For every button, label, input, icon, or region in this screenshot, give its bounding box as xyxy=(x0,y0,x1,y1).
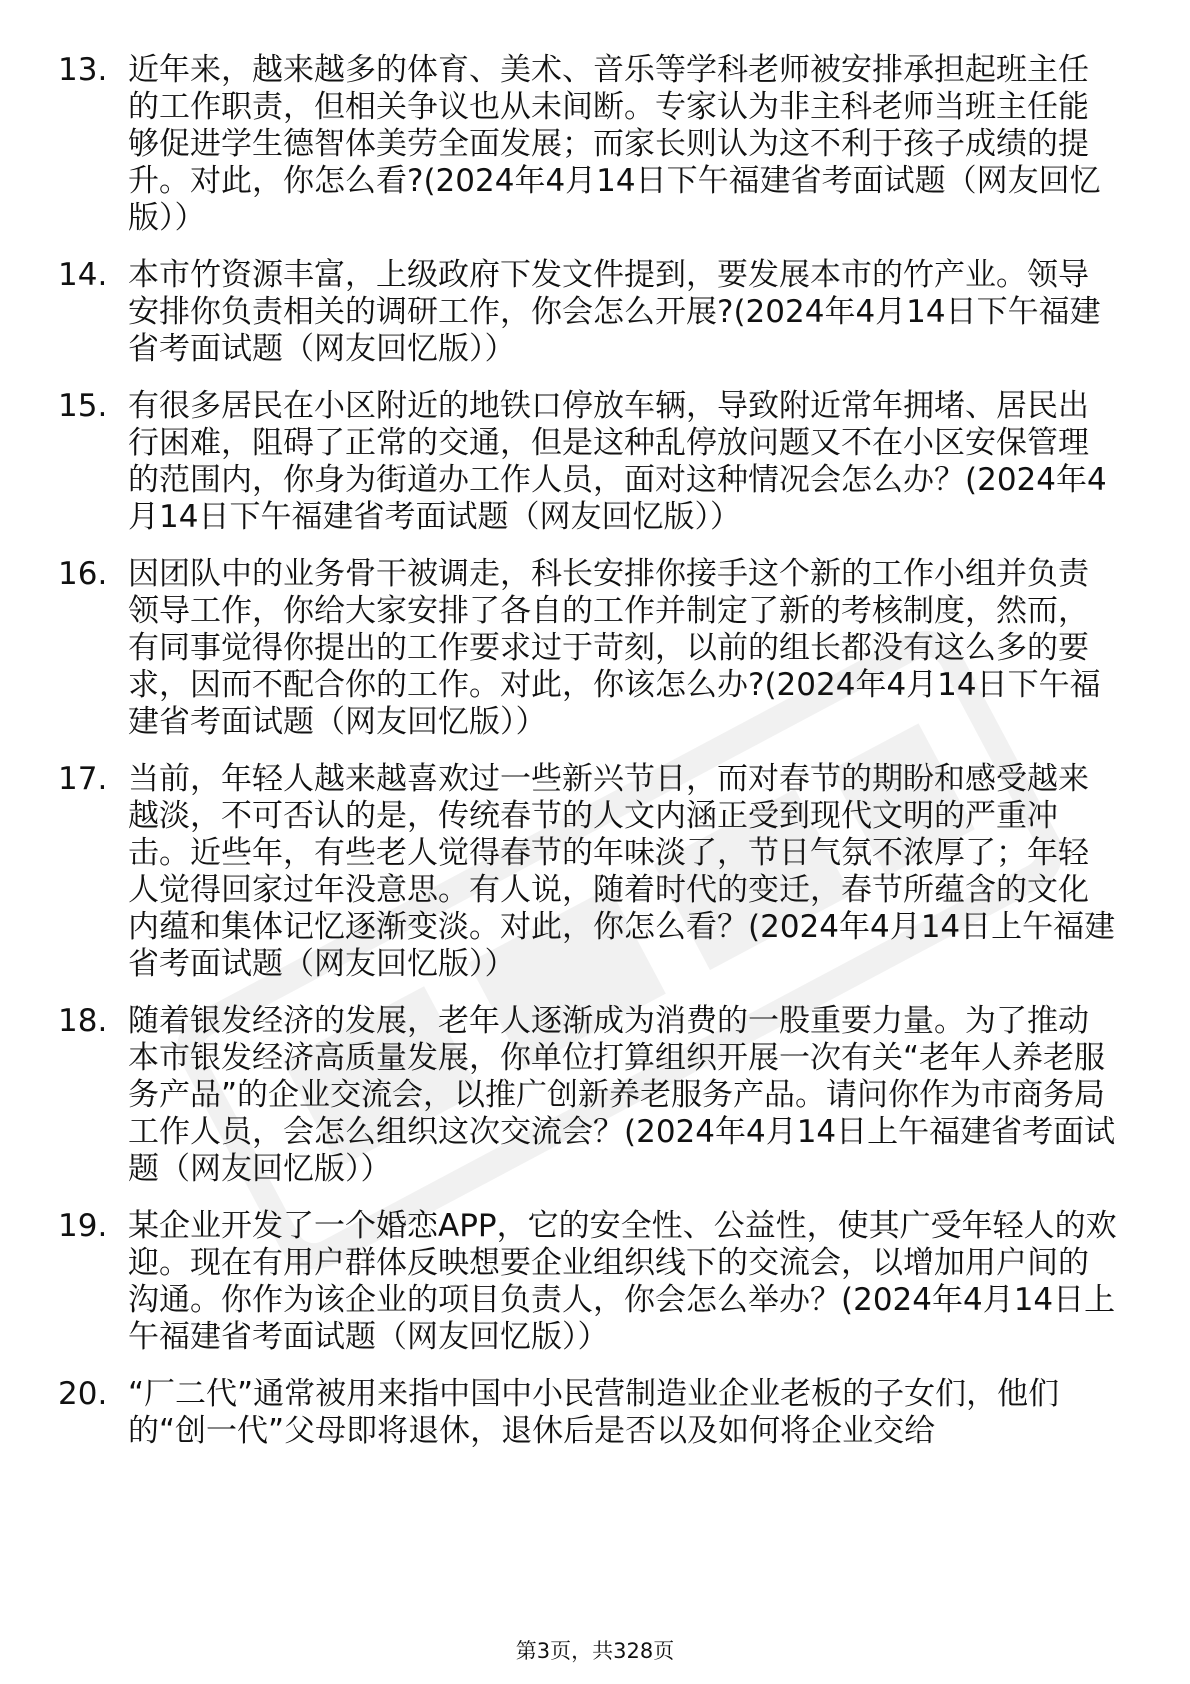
question-text: “厂二代”通常被用来指中国中小民营制造业企业老板的子女们，他们的“创一代”父母即将退休，退休后是否以及如何将企业交给 xyxy=(128,1376,1060,1449)
question-item xyxy=(58,556,1118,741)
question-text: 随着银发经济的发展，老年人逐渐成为消费的一股重要力量。为了推动本市银发经济高质量发展，你单位打算组织开展一次有关“老年人养老服务产品”的企业交流会，以推广创新养老服务产品。请问你作为市商务局工作人员，会怎么组织这次交流会？(2024年4月14日上午福建省考面试题（网友回忆版）） xyxy=(128,1003,1116,1187)
question-item xyxy=(58,1376,1118,1450)
question-text: 近年来，越来越多的体育、美术、音乐等学科老师被安排承担起班主任的工作职责，但相关争议也从未间断。专家认为非主科老师当班主任能够促进学生德智体美劳全面发展；而家长则认为这不利于孩子成绩的提升。对此，你怎么看?(2024年4月14日下午福建省考面试题（网友回忆版）） xyxy=(128,52,1101,236)
question-text: 本市竹资源丰富，上级政府下发文件提到，要发展本市的竹产业。领导安排你负责相关的调研工作，你会怎么开展?(2024年4月14日下午福建省考面试题（网友回忆版）） xyxy=(128,257,1101,367)
question-number: 13. xyxy=(58,52,108,88)
question-item xyxy=(58,1003,1118,1188)
question-text: 有很多居民在小区附近的地铁口停放车辆，导致附近常年拥堵、居民出行困难，阻碍了正常的交通，但是这种乱停放问题又不在小区安保管理的范围内，你身为街道办工作人员，面对这种情况会怎么办？(2024年4月14日下午福建省考面试题（网友回忆版）） xyxy=(128,388,1107,535)
question-number: 14. xyxy=(58,257,108,293)
question-number: 15. xyxy=(58,388,108,424)
question-number: 18. xyxy=(58,1003,108,1039)
question-number: 20. xyxy=(58,1376,108,1412)
question-text: 因团队中的业务骨干被调走，科长安排你接手这个新的工作小组并负责领导工作，你给大家安排了各自的工作并制定了新的考核制度，然而，有同事觉得你提出的工作要求过于苛刻，以前的组长都没有这么多的要求，因而不配合你的工作。对此，你该怎么办?(2024年4月14日下午福建省考面试题（网友回忆版）） xyxy=(128,556,1101,740)
question-item xyxy=(58,761,1118,983)
question-item xyxy=(58,1208,1118,1356)
question-number: 17. xyxy=(58,761,108,797)
question-item xyxy=(58,388,1118,536)
question-number: 16. xyxy=(58,556,108,592)
question-item xyxy=(58,52,1118,237)
page-footer: 第3页，共328页 xyxy=(515,1639,675,1663)
question-text: 某企业开发了一个婚恋APP，它的安全性、公益性，使其广受年轻人的欢迎。现在有用户群体反映想要企业组织线下的交流会，以增加用户间的沟通。你作为该企业的项目负责人，你会怎么举办？(2024年4月14日上午福建省考面试题（网友回忆版）） xyxy=(128,1208,1117,1355)
question-item xyxy=(58,257,1118,368)
question-number: 19. xyxy=(58,1208,108,1244)
question-list xyxy=(58,52,1118,1470)
question-text: 当前，年轻人越来越喜欢过一些新兴节日，而对春节的期盼和感受越来越淡，不可否认的是，传统春节的人文内涵正受到现代文明的严重冲击。近些年，有些老人觉得春节的年味淡了，节日气氛不浓厚了；年轻人觉得回家过年没意思。有人说，随着时代的变迁，春节所蕴含的文化内蕴和集体记忆逐渐变淡。对此，你怎么看？(2024年4月14日上午福建省考面试题（网友回忆版）） xyxy=(128,761,1116,982)
